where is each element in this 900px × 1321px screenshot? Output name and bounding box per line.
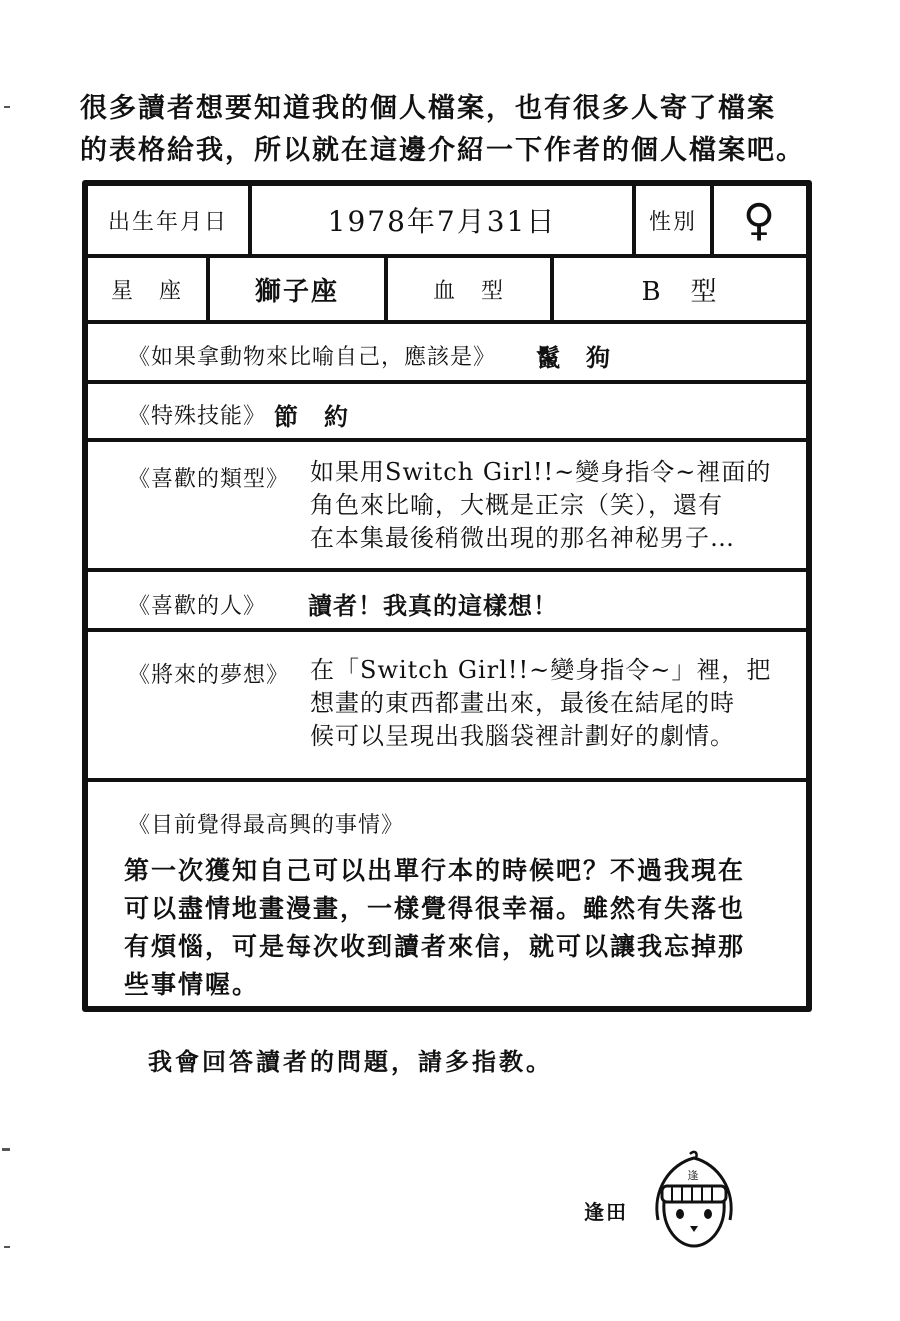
blood-value: B 型 (641, 276, 719, 307)
dream-value (310, 654, 771, 753)
profile-form (82, 180, 812, 1012)
person-value: 讀者！我真的這樣想！ (308, 591, 558, 620)
dream-line: 候可以呈現出我腦袋裡計劃好的劇情。 (310, 722, 735, 750)
dream-row (88, 632, 806, 782)
dream-line: 想畫的東西都畫出來，最後在結尾的時 (310, 689, 735, 717)
animal-value: 鬣 狗 (536, 343, 611, 372)
happy-line: 有煩惱，可是每次收到讀者來信，就可以讓我忘掉那 (124, 932, 746, 961)
happy-line: 可以盡情地畫漫畫，一樣覺得很幸福。雖然有失落也 (124, 894, 746, 923)
person-row (88, 572, 806, 632)
happy-line: 些事情喔。 (124, 970, 260, 999)
skill-row (88, 384, 806, 442)
birth-value: 1978年7月31日 (252, 186, 636, 254)
animal-label: 《如果拿動物來比喻自己，應該是》 (128, 345, 497, 370)
type-label: 《喜歡的類型》 (128, 467, 290, 492)
skill-label: 《特殊技能》 (128, 404, 267, 429)
happy-paragraph (124, 852, 784, 1004)
zodiac-label: 星 座 (88, 258, 210, 320)
dream-label: 《將來的夢想》 (128, 663, 290, 688)
happy-label: 《目前覺得最高興的事情》 (128, 813, 405, 838)
birthday-row (88, 186, 806, 258)
type-line: 角色來比喻，大概是正宗（笑），還有 (310, 491, 723, 519)
closing-text: 我會回答讀者的問題，請多指教。 (148, 1047, 553, 1076)
intro-line: 很多讀者想要知道我的個人檔案，也有很多人寄了檔案 (80, 93, 776, 124)
intro-line: 的表格給我，所以就在這邊介紹一下作者的個人檔案吧。 (80, 135, 805, 166)
blood-label: 血 型 (388, 258, 554, 320)
type-row (88, 442, 806, 572)
type-value (310, 456, 771, 555)
zodiac-value: 獅子座 (210, 258, 388, 320)
type-line: 如果用Switch Girl!!~變身指令~裡面的 (310, 458, 772, 486)
gender-label: 性別 (636, 186, 714, 254)
happy-row (88, 782, 806, 1006)
author-signature: 逢田 (584, 1200, 628, 1224)
person-label: 《喜歡的人》 (128, 594, 267, 619)
dream-line: 在「Switch Girl!!~變身指令~」裡，把 (310, 656, 772, 684)
type-line: 在本集最後稍微出現的那名神秘男子… (310, 524, 735, 552)
zodiac-row (88, 258, 806, 324)
happy-line: 第一次獲知自己可以出單行本的時候吧？不過我現在 (124, 856, 746, 885)
intro-paragraph (80, 88, 840, 172)
birth-label: 出生年月日 (88, 186, 252, 254)
gender-value: ♀ (742, 194, 778, 246)
skill-value: 節 約 (274, 402, 349, 431)
author-avatar-doodle (644, 1150, 744, 1250)
avatar-hat-text: 逢 (687, 1169, 699, 1182)
animal-row (88, 324, 806, 384)
scan-mark (4, 1246, 10, 1248)
scan-mark (2, 1148, 10, 1151)
scan-mark (4, 106, 10, 108)
